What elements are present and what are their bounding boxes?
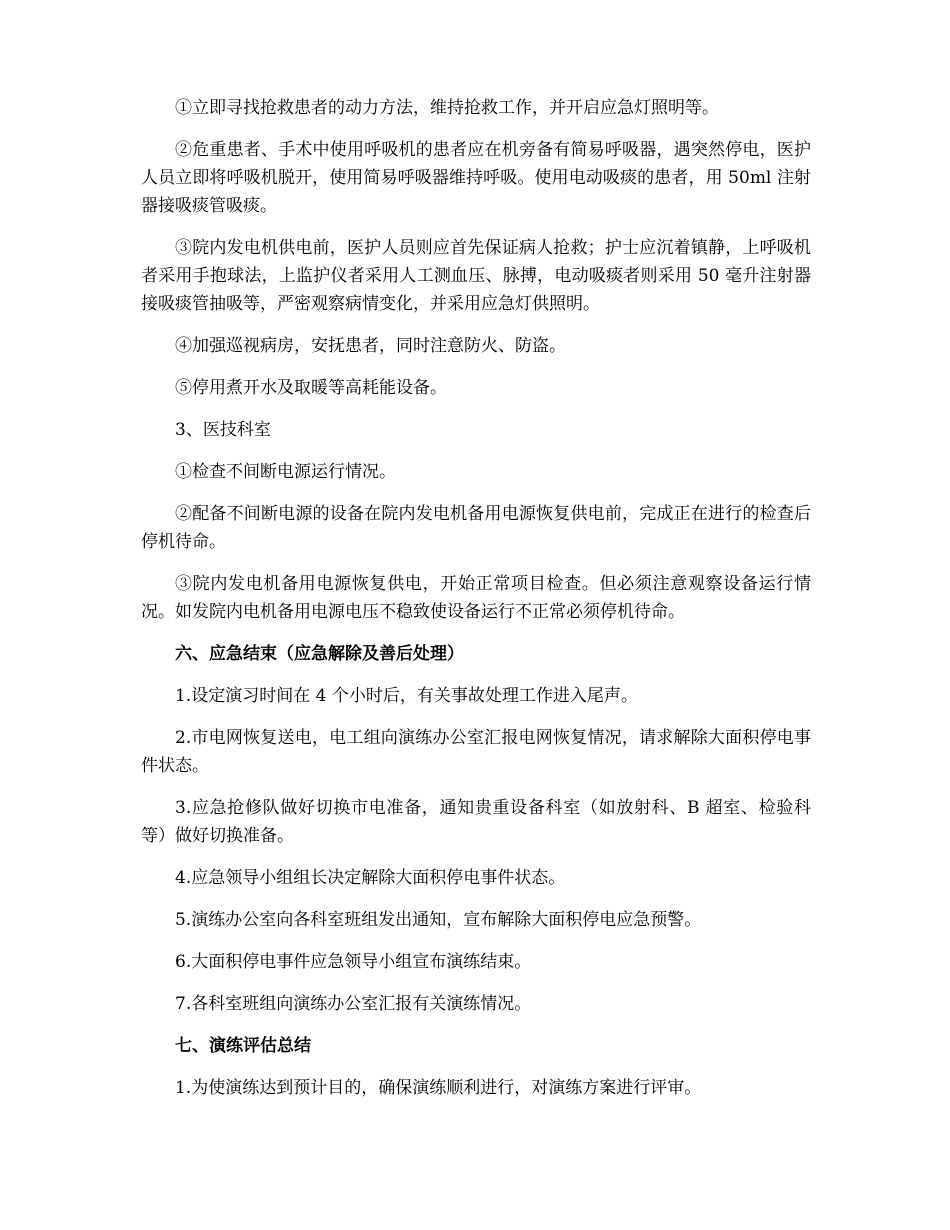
subsection-heading: 3、医技科室 (175, 420, 271, 440)
paragraph: ②配备不间断电源的设备在院内发电机备用电源恢复供电前，完成正在进行的检查后停机待命。 (141, 504, 811, 552)
list-item: 6.大面积停电事件应急领导小组宣布演练结束。 (175, 952, 532, 972)
list-item: 4.应急领导小组组长决定解除大面积停电事件状态。 (175, 868, 566, 888)
list-item: 3.应急抢修队做好切换市电准备，通知贵重设备科室（如放射科、B 超室、检验科等）做好切换准备。 (141, 798, 811, 846)
list-item: 7.各科室班组向演练办公室汇报有关演练情况。 (175, 994, 532, 1014)
paragraph: ③院内发电机备用电源恢复供电，开始正常项目检查。但必须注意观察设备运行情况。如发院内电机备用电源电压不稳致使设备运行不正常必须停机待命。 (141, 574, 811, 622)
paragraph: ④加强巡视病房，安抚患者，同时注意防火、防盗。 (175, 336, 566, 356)
section-heading: 六、应急结束（应急解除及善后处理） (175, 644, 464, 664)
document-body (141, 94, 811, 1116)
paragraph: ③院内发电机供电前，医护人员则应首先保证病人抢救；护士应沉着镇静，上呼吸机者采用手抱球法，上监护仪者采用人工测血压、脉搏，电动吸痰者则采用 50 毫升注射器接吸痰管抽吸等，严密观察病情变化，并采用应急灯供照明。 (141, 238, 811, 314)
list-item: 1.设定演习时间在 4 个小时后，有关事故处理工作进入尾声。 (175, 686, 638, 706)
paragraph: ①立即寻找抢救患者的动力方法，维持抢救工作，并开启应急灯照明等。 (175, 98, 719, 118)
list-item: 2.市电网恢复送电，电工组向演练办公室汇报电网恢复情况，请求解除大面积停电事件状态。 (141, 728, 811, 776)
paragraph: ⑤停用煮开水及取暖等高耗能设备。 (175, 378, 447, 398)
list-item: 5.演练办公室向各科室班组发出通知，宣布解除大面积停电应急预警。 (175, 910, 702, 930)
list-item: 1.为使演练达到预计目的，确保演练顺利进行，对演练方案进行评审。 (175, 1078, 702, 1098)
paragraph: ②危重患者、手术中使用呼吸机的患者应在机旁备有简易呼吸器，遇突然停电，医护人员立即将呼吸机脱开，使用简易呼吸器维持呼吸。使用电动吸痰的患者，用 50ml 注射器接吸痰管吸痰。 (141, 140, 811, 216)
paragraph: ①检查不间断电源运行情况。 (175, 462, 396, 482)
section-heading: 七、演练评估总结 (175, 1036, 311, 1056)
